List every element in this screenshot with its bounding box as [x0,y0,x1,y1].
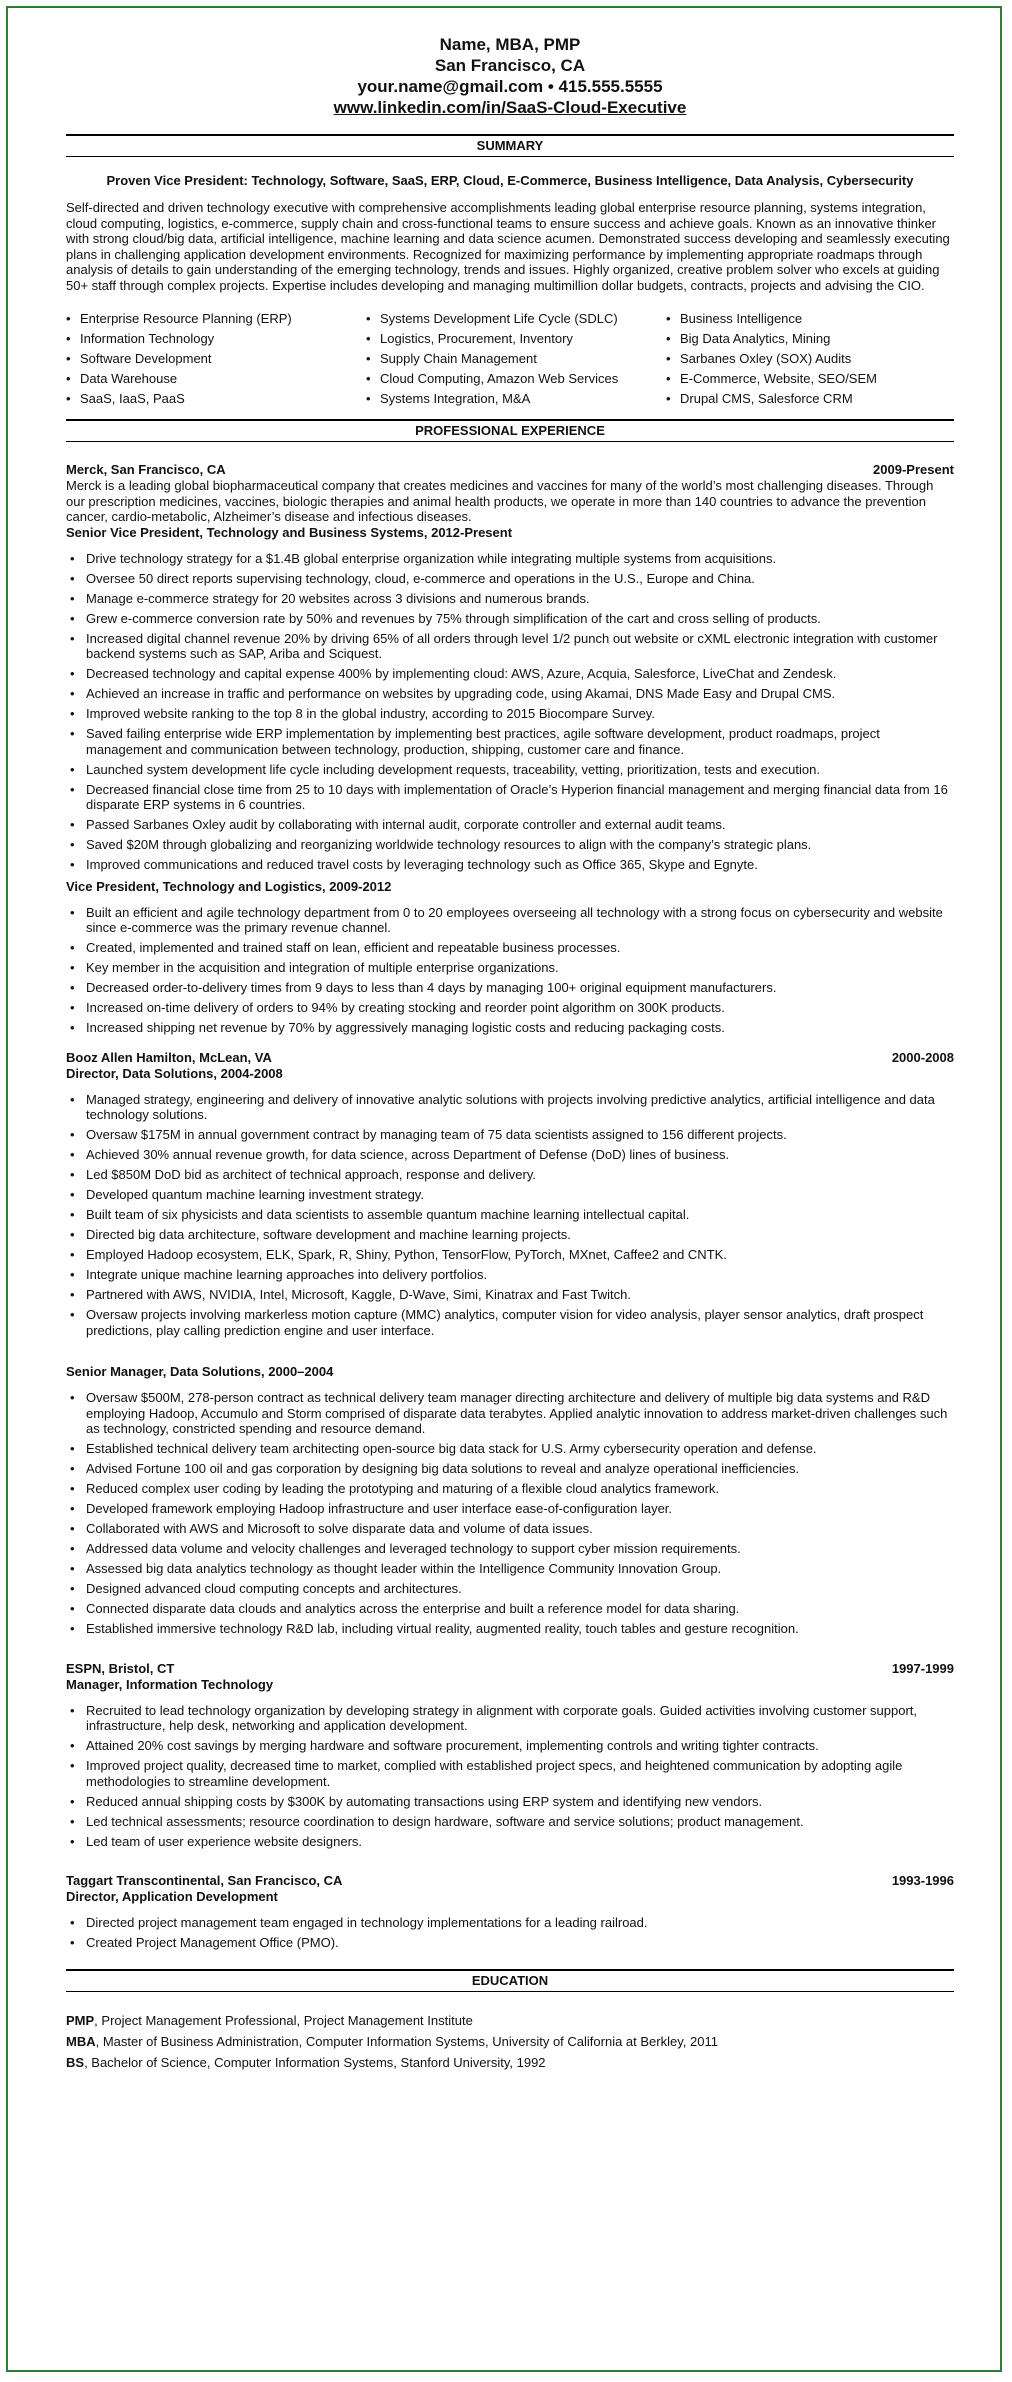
job-bullet: • Advised Fortune 100 oil and gas corporation by designing big data solutions to reveal and analyze operational inefficiencies. [70,1461,954,1477]
job-booz [66,1050,954,1637]
job-dates: 2000-2008 [891,1049,954,1065]
education-item [66,2052,954,2073]
job-bullet: • Achieved 30% annual revenue growth, for data science, across Department of Defense (DoD) lines of business. [70,1147,954,1163]
job-bullet: • Manage e-commerce strategy for 20 websites across 3 divisions and numerous brands. [70,591,954,607]
summary-heading: SUMMARY [66,134,954,157]
skills-column-1 [66,309,366,409]
job-dates: 1993-1996 [891,1873,954,1888]
degree-abbr: PMP [66,2012,95,2028]
job-bullet: • Recruited to lead technology organization by developing strategy in alignment with corporate goals. Guided activities involving customer support, infrastructure, help desk, networking and application development. [70,1703,954,1734]
job-bullet: • Increased digital channel revenue 20% by driving 65% of all orders through level 1/2 punch out website or cXML electronic integration with customer backend systems such as SAP, Ariba and Sciquest. [70,631,954,662]
skills-column-2 [366,309,666,409]
job-bullet: • Decreased order-to-delivery times from 9 days to less than 4 days by managing 100+ original equipment manufacturers. [70,980,954,996]
education-item [66,2010,954,2031]
degree-abbr: BS [66,2054,85,2070]
candidate-name: Name, MBA, PMP [439,35,581,54]
job-bullet: • Designed advanced cloud computing concepts and architectures. [70,1581,954,1597]
job-bullet: • Saved failing enterprise wide ERP implementation by implementing best practices, agile software development, product roadmaps, project management and communication between technology, production, shipping, customer care and finance. [70,726,954,757]
skill-item: • SaaS, IaaS, PaaS [66,389,366,409]
company-name: Merck, San Francisco, CA [66,462,226,477]
experience-heading: PROFESSIONAL EXPERIENCE [66,419,954,442]
job-bullet: • Partnered with AWS, NVIDIA, Intel, Microsoft, Kaggle, D-Wave, Simi, Kinatrax and Fast Twitch. [70,1287,954,1303]
job-bullet: • Addressed data volume and velocity challenges and leveraged technology to support cyber mission requirements. [70,1541,954,1557]
job-bullet: • Decreased financial close time from 25 to 10 days with implementation of Oracle’s Hyperion financial management and merging financial data from 16 disparate ERP systems in 6 countries. [70,782,954,813]
skill-item: • Big Data Analytics, Mining [666,329,954,349]
job-bullet: • Passed Sarbanes Oxley audit by collaborating with internal audit, corporate controller and external audit teams. [70,817,954,833]
education-item [66,2031,954,2052]
job-bullet: • Increased on-time delivery of orders to 94% by creating stocking and reorder point algorithm on 300K products. [70,1000,954,1016]
summary-paragraph: Self-directed and driven technology executive with comprehensive accomplishments leading global enterprise resource planning, systems integration, cloud computing, logistics, e-commerce, supply chain and cross-functional teams to ensure success and achieve goals. Known as an innovative thinker with strong cloud/big data, artificial intelligence, machine learning and data science acumen. Demonstrated success developing and seamlessly executing plans in challenging application development environments. Recognized for maximizing performance by implementing appropriate roadmaps through analysis of details to gain understanding of the emerging technology, trends and issues. Highly organized, creative problem solver who excels at guiding 50+ staff through complex projects. Expertise includes developing and managing multimillion dollar budgets, contracts, projects and advising the CIO. [66,200,950,293]
job-bullet: • Managed strategy, engineering and delivery of innovative analytic solutions with projects involving predictive analytics, artificial intelligence and data technology solutions. [70,1092,954,1123]
skill-item: • Enterprise Resource Planning (ERP) [66,309,366,329]
job-bullet: • Saved $20M through globalizing and reorganizing worldwide technology resources to align with the company’s strategic plans. [70,837,954,853]
job-header [66,462,954,478]
contact-line: your.name@gmail.com • 415.555.5555 [357,77,663,96]
job-dates: 2009-Present [873,462,954,477]
job-bullet: • Oversee 50 direct reports supervising technology, cloud, e-commerce and operations in the U.S., Europe and China. [70,571,954,587]
candidate-location: San Francisco, CA [434,56,586,75]
resume-frame [6,6,1002,2372]
job-bullet: • Established technical delivery team architecting open-source big data stack for U.S. Army cybersecurity operation and defense. [70,1441,954,1457]
job-title: Senior Manager, Data Solutions, 2000–2004 [66,1364,334,1379]
job-espn [66,1661,954,1850]
job-bullet: • Reduced annual shipping costs by $300K by automating transactions using ERP system and identifying new vendors. [70,1794,954,1810]
job-bullets [66,905,954,1036]
summary-tagline: Proven Vice President: Technology, Software, SaaS, ERP, Cloud, E-Commerce, Business Intelligence, Data Analysis, Cybersecurity [106,173,914,188]
job-bullet: • Integrate unique machine learning approaches into delivery portfolios. [70,1267,954,1283]
skill-item: • Logistics, Procurement, Inventory [366,329,666,349]
skill-item: • Drupal CMS, Salesforce CRM [666,389,954,409]
job-bullet: • Reduced complex user coding by leading the prototyping and maturing of a flexible cloud analytics framework. [70,1481,954,1497]
job-bullet: • Oversaw projects involving markerless motion capture (MMC) analytics, computer vision for video analysis, player sensor analytics, draft prospect predictions, play calling prediction engine and user interface. [70,1307,954,1338]
job-bullet: • Improved project quality, decreased time to market, complied with established project specs, and heightened communication by adopting agile methodologies to streamline development. [70,1758,954,1789]
job-bullet: • Created Project Management Office (PMO). [70,1935,954,1951]
job-bullet: • Led team of user experience website designers. [70,1834,954,1850]
resume-header [66,34,954,118]
job-bullet: • Key member in the acquisition and integration of multiple enterprise organizations. [70,960,954,976]
job-bullets [66,1915,954,1951]
degree-detail: , Bachelor of Science, Computer Information Systems, Stanford University, 1992 [84,2054,546,2070]
job-bullet: • Grew e-commerce conversion rate by 50% and revenues by 75% through simplification of the cart and cross selling of products. [70,611,954,627]
job-bullet: • Drive technology strategy for a $1.4B global enterprise organization while integrating multiple systems from acquisitions. [70,551,954,567]
skill-item: • Cloud Computing, Amazon Web Services [366,369,666,389]
job-header [66,1050,954,1066]
job-bullets [66,551,954,873]
job-bullet: • Led $850M DoD bid as architect of technical approach, response and delivery. [70,1167,954,1183]
job-bullet: • Attained 20% cost savings by merging hardware and software procurement, implementing controls and writing tighter contracts. [70,1738,954,1754]
job-bullet: • Decreased technology and capital expense 400% by implementing cloud: AWS, Azure, Acquia, Salesforce, LiveChat and Zendesk. [70,666,954,682]
skill-item: • Supply Chain Management [366,349,666,369]
skill-item: • Software Development [66,349,366,369]
job-title: Manager, Information Technology [66,1676,274,1692]
job-bullet: • Led technical assessments; resource coordination to design hardware, software and service solutions; product management. [70,1814,954,1830]
job-dates: 1997-1999 [891,1660,954,1676]
job-bullet: • Built team of six physicists and data scientists to assemble quantum machine learning intellectual capital. [70,1207,954,1223]
skill-item: • Sarbanes Oxley (SOX) Audits [666,349,954,369]
company-description: Merck is a leading global biopharmaceutical company that creates medicines and vaccines for many of the world’s most challenging diseases. Through our prescription medicines, vaccines, biologic therapies and animal health products, we operate in more than 140 countries to advance the prevention cancer, cardio-metabolic, Alzheimer’s disease and infectious diseases. [66,478,934,524]
degree-abbr: MBA [66,2033,96,2049]
job-bullet: • Increased shipping net revenue by 70% by aggressively managing logistic costs and reducing packaging costs. [70,1020,954,1036]
job-bullet: • Employed Hadoop ecosystem, ELK, Spark, R, Shiny, Python, TensorFlow, PyTorch, MXnet, Caffee2 and CNTK. [70,1247,954,1263]
job-header [66,1661,954,1677]
skill-item: • Systems Integration, M&A [366,389,666,409]
job-bullet: • Collaborated with AWS and Microsoft to solve disparate data and volume of data issues. [70,1521,954,1537]
job-taggart [66,1873,954,1951]
company-name: Taggart Transcontinental, San Francisco, CA [66,1873,343,1888]
job-bullets [66,1092,954,1339]
job-bullet: • Oversaw $500M, 278-person contract as technical delivery team manager directing architecture and delivery of multiple big data systems and R&D employing Hadoop, Accumulo and Storm comprised of disparate data terabytes. Applied analytic innovation to address market-driven challenges such as technology, constricted spending and resource demand. [70,1390,954,1437]
degree-detail: , Master of Business Administration, Computer Information Systems, University of California at Berkley, 2011 [95,2033,718,2049]
skill-item: • E-Commerce, Website, SEO/SEM [666,369,954,389]
job-bullets [66,1703,954,1850]
job-title: Director, Data Solutions, 2004-2008 [66,1065,283,1081]
skill-item: • Data Warehouse [66,369,366,389]
skills-grid [66,309,954,409]
job-bullet: • Established immersive technology R&D lab, including virtual reality, augmented reality, touch tables and gesture recognition. [70,1621,954,1637]
degree-detail: , Project Management Professional, Project Management Institute [94,2012,473,2028]
job-title: Vice President, Technology and Logistics, 2009-2012 [66,878,392,894]
job-bullet: • Built an efficient and agile technology department from 0 to 20 employees overseeing all technology with a strong focus on cybersecurity and website since e-commerce was the primary revenue channel. [70,905,954,936]
resume-page [66,26,954,2073]
job-bullet: • Connected disparate data clouds and analytics across the enterprise and built a reference model for data sharing. [70,1601,954,1617]
company-name: ESPN, Bristol, CT [66,1660,175,1676]
job-bullet: • Oversaw $175M in annual government contract by managing team of 75 data scientists assigned to 156 different projects. [70,1127,954,1143]
job-bullet: • Developed framework employing Hadoop infrastructure and user interface ease-of-configuration layer. [70,1501,954,1517]
job-title: Director, Application Development [66,1889,278,1904]
job-title: Senior Vice President, Technology and Business Systems, 2012-Present [66,524,513,540]
skill-item: • Systems Development Life Cycle (SDLC) [366,309,666,329]
job-bullet: • Directed project management team engaged in technology implementations for a leading railroad. [70,1915,954,1931]
job-merck [66,462,954,1036]
job-bullet: • Achieved an increase in traffic and performance on websites by upgrading code, using Akamai, DNS Made Easy and Drupal CMS. [70,686,954,702]
job-bullet: • Launched system development life cycle including development requests, traceability, vetting, prioritization, tests and execution. [70,762,954,778]
job-bullet: • Assessed big data analytics technology as thought leader within the Intelligence Community Innovation Group. [70,1561,954,1577]
education-heading: EDUCATION [66,1969,954,1992]
job-bullet: • Improved communications and reduced travel costs by leveraging technology such as Office 365, Skype and Egnyte. [70,857,954,873]
job-bullet: • Directed big data architecture, software development and machine learning projects. [70,1227,954,1243]
company-name: Booz Allen Hamilton, McLean, VA [66,1049,272,1065]
job-header [66,1873,954,1889]
job-bullet: • Created, implemented and trained staff on lean, efficient and repeatable business processes. [70,940,954,956]
job-bullet: • Improved website ranking to the top 8 in the global industry, according to 2015 Biocompare Survey. [70,706,954,722]
skill-item: • Information Technology [66,329,366,349]
job-bullet: • Developed quantum machine learning investment strategy. [70,1187,954,1203]
skills-column-3 [666,309,954,409]
linkedin-link[interactable]: www.linkedin.com/in/SaaS-Cloud-Executive [333,98,687,117]
job-bullets [66,1390,954,1637]
skill-item: • Business Intelligence [666,309,954,329]
education-list [66,2010,954,2073]
